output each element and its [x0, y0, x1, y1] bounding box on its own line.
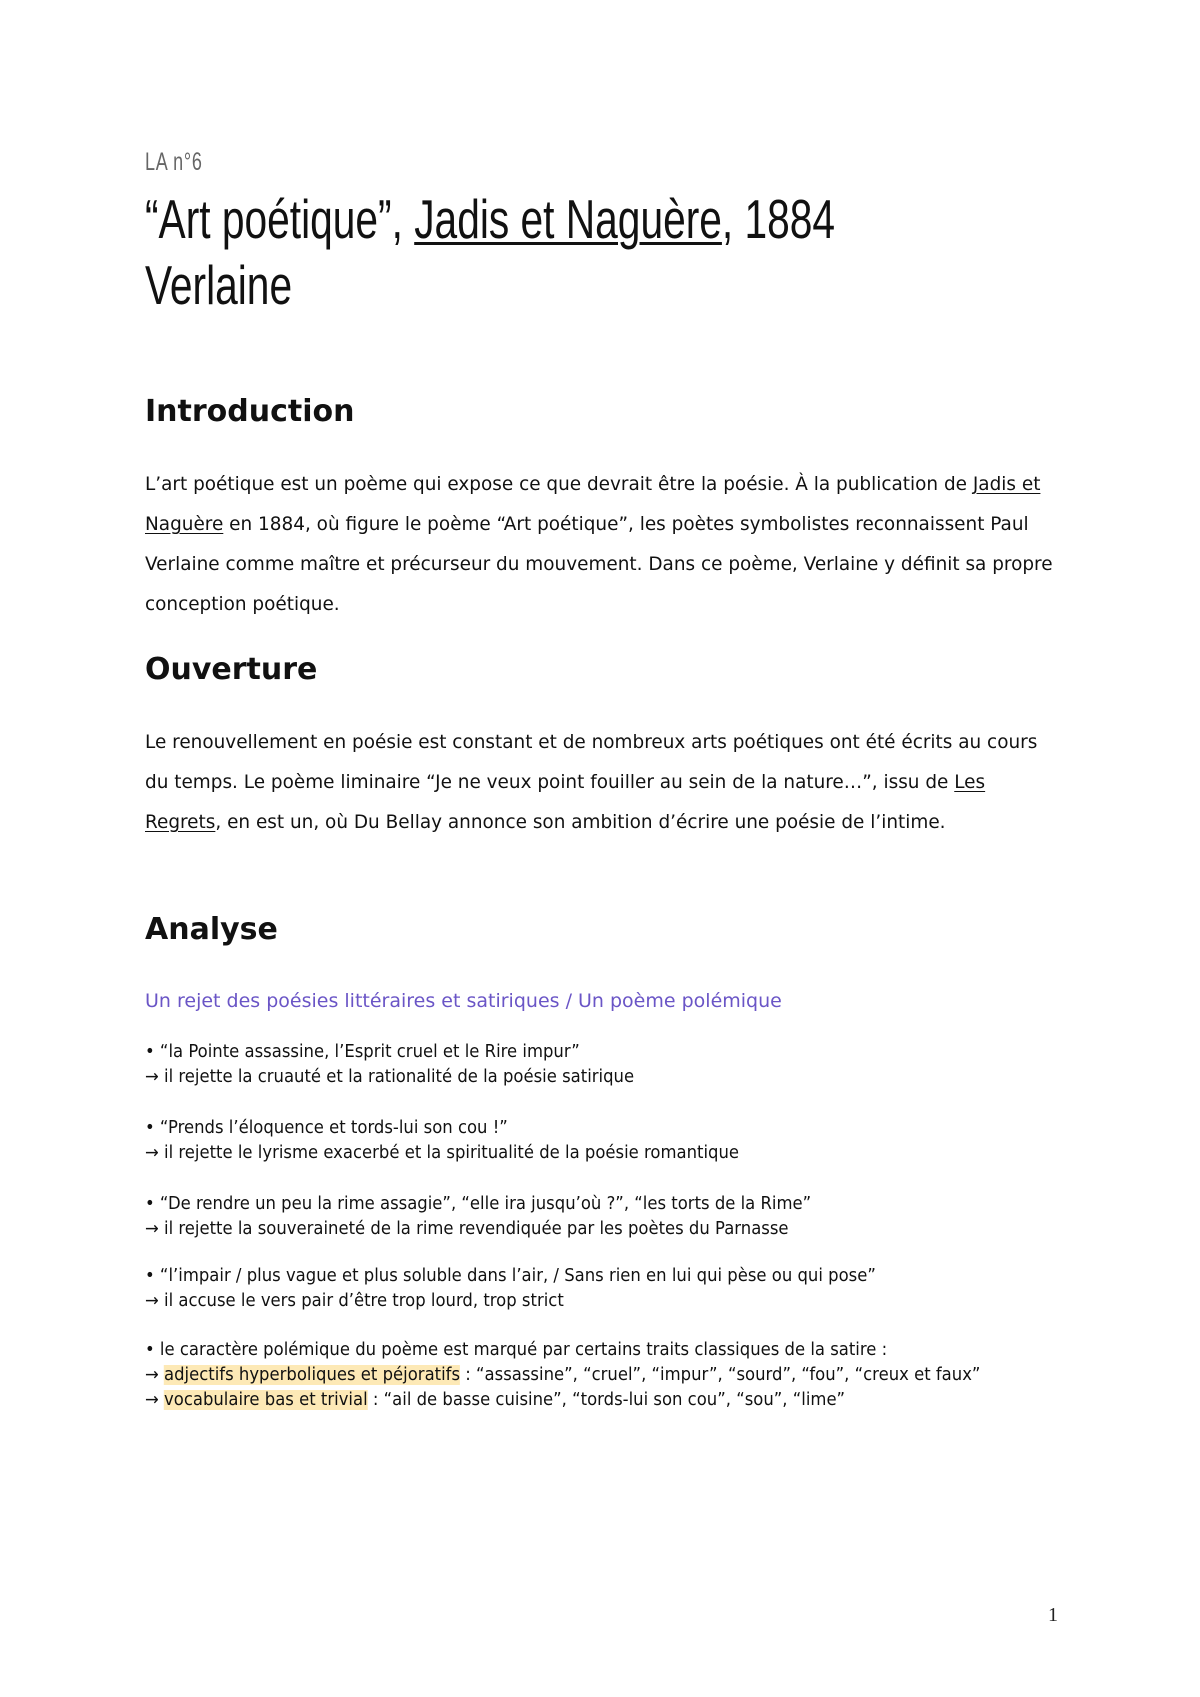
item-quote: • “l’impair / plus vague et plus soluble dans l’air, / Sans rien en lui qui pèse ou qui pose”	[145, 1266, 876, 1286]
lecture-number: LA n°6	[145, 148, 203, 176]
item-comment-vocabulary: → vocabulaire bas et trivial : “ail de basse cuisine”, “tords-lui son cou”, “sou”, “lime”	[145, 1390, 846, 1410]
item-intro: • le caractère polémique du poème est marqué par certains traits classiques de la satire :	[145, 1340, 888, 1360]
item-comment: → il accuse le vers pair d’être trop lourd, trop strict	[145, 1291, 564, 1311]
item-comment: → il rejette le lyrisme exacerbé et la spiritualité de la poésie romantique	[145, 1143, 740, 1163]
ouverture-heading: Ouverture	[145, 652, 318, 687]
item-comment: → il rejette la souveraineté de la rime revendiquée par les poètes du Parnasse	[145, 1219, 789, 1239]
item-comment-adjectives: → adjectifs hyperboliques et péjoratifs : “assassine”, “cruel”, “impur”, “sourd”, “fou”, “creux et faux”	[145, 1365, 981, 1385]
list-item	[145, 1040, 1047, 1090]
page-number: 1	[1048, 1604, 1058, 1626]
introduction-paragraph: L’art poétique est un poème qui expose ce que devrait être la poésie. À la publication de Jadis et Naguère en 1884, où figure le poème “Art poétique”, les poètes symbolistes reconnaissent Paul Verlaine comme maître et précurseur du mouvement. Dans ce poème, Verlaine y définit sa propre conception poétique.	[145, 473, 1053, 615]
book-title-jadis: Jadis et Naguère	[145, 473, 1041, 535]
title-poem: “Art poétique”,	[145, 188, 415, 250]
list-item-satire	[145, 1338, 1047, 1413]
item-quote: • “la Pointe assassine, l’Esprit cruel et le Rire impur”	[145, 1042, 580, 1062]
list-item	[145, 1264, 1047, 1314]
document-author: Verlaine	[145, 254, 293, 316]
list-item	[145, 1192, 1047, 1242]
highlight-adjectives: adjectifs hyperboliques et péjoratifs	[164, 1365, 461, 1385]
analyse-heading: Analyse	[145, 912, 278, 947]
item-comment: → il rejette la cruauté et la rationalité de la poésie satirique	[145, 1067, 635, 1087]
title-year: , 1884	[721, 188, 836, 250]
highlight-vocabulary: vocabulaire bas et trivial	[164, 1390, 368, 1410]
list-item	[145, 1116, 1047, 1166]
item-quote: • “Prends l’éloquence et tords-lui son cou !”	[145, 1118, 508, 1138]
analyse-subheading: Un rejet des poésies littéraires et satiriques / Un poème polémique	[145, 990, 782, 1012]
item-quote: • “De rendre un peu la rime assagie”, “elle ira jusqu’où ?”, “les torts de la Rime”	[145, 1194, 812, 1214]
document-title	[145, 186, 835, 252]
ouverture-paragraph: Le renouvellement en poésie est constant et de nombreux arts poétiques ont été écrits au cours du temps. Le poème liminaire “Je ne veux point fouiller au sein de la nature…”, issu de Les Regrets, en est un, où Du Bellay annonce son ambition d’écrire une poésie de l’intime.	[145, 731, 1038, 833]
book-title-regrets: Les Regrets	[145, 771, 986, 833]
introduction-heading: Introduction	[145, 394, 355, 429]
title-book: Jadis et Naguère	[414, 188, 722, 250]
